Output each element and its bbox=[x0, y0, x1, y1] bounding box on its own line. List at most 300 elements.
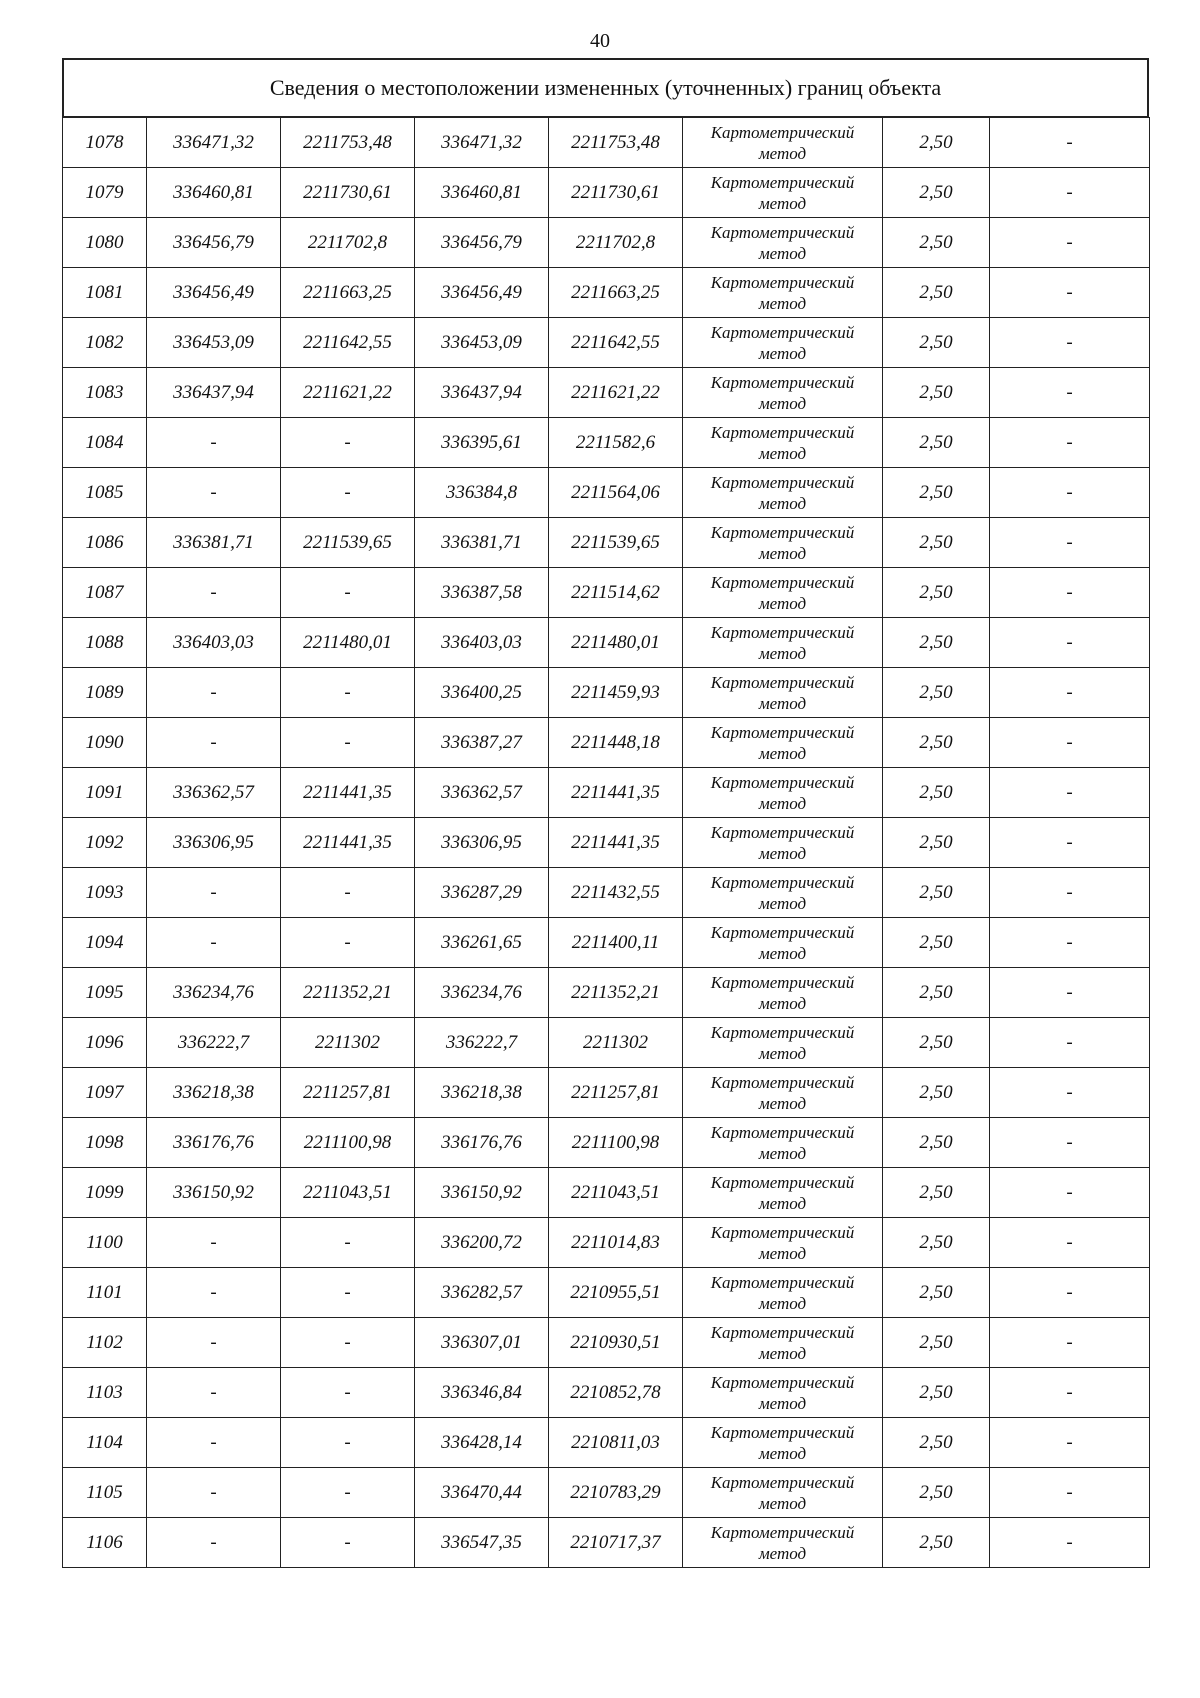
precision-cell: 2,50 bbox=[883, 468, 990, 518]
method-line1: Картометрический bbox=[710, 1472, 855, 1492]
description-cell: - bbox=[990, 868, 1150, 918]
method-line1: Картометрический bbox=[710, 822, 855, 842]
old-y-cell: - bbox=[281, 918, 415, 968]
method-cell bbox=[683, 118, 883, 168]
old-x-cell: - bbox=[147, 468, 281, 518]
method-line1: Картометрический bbox=[710, 1022, 855, 1042]
method-line2: метод bbox=[758, 993, 807, 1013]
point-number-cell: 1079 bbox=[63, 168, 147, 218]
old-x-cell: 336234,76 bbox=[147, 968, 281, 1018]
old-x-cell: - bbox=[147, 868, 281, 918]
description-cell: - bbox=[990, 1018, 1150, 1068]
method-line1: Картометрический bbox=[710, 922, 855, 942]
new-y-cell: 2211441,35 bbox=[549, 818, 683, 868]
old-y-cell: 2211621,22 bbox=[281, 368, 415, 418]
old-y-cell: 2211043,51 bbox=[281, 1168, 415, 1218]
old-y-cell: 2211302 bbox=[281, 1018, 415, 1068]
method-line1: Картометрический bbox=[710, 972, 855, 992]
old-y-cell: - bbox=[281, 418, 415, 468]
old-x-cell: - bbox=[147, 1368, 281, 1418]
method-cell bbox=[683, 218, 883, 268]
point-number-cell: 1085 bbox=[63, 468, 147, 518]
method-line2: метод bbox=[758, 393, 807, 413]
new-y-cell: 2210955,51 bbox=[549, 1268, 683, 1318]
method-cell bbox=[683, 1168, 883, 1218]
old-x-cell: - bbox=[147, 1418, 281, 1468]
method-line2: метод bbox=[758, 943, 807, 963]
point-number-cell: 1092 bbox=[63, 818, 147, 868]
new-x-cell: 336176,76 bbox=[415, 1118, 549, 1168]
new-y-cell: 2210930,51 bbox=[549, 1318, 683, 1368]
point-number-cell: 1080 bbox=[63, 218, 147, 268]
new-x-cell: 336362,57 bbox=[415, 768, 549, 818]
new-x-cell: 336460,81 bbox=[415, 168, 549, 218]
method-cell bbox=[683, 1518, 883, 1568]
old-x-cell: - bbox=[147, 1318, 281, 1368]
description-cell: - bbox=[990, 1318, 1150, 1368]
precision-cell: 2,50 bbox=[883, 318, 990, 368]
precision-cell: 2,50 bbox=[883, 1168, 990, 1218]
old-x-cell: - bbox=[147, 918, 281, 968]
method-line1: Картометрический bbox=[710, 672, 855, 692]
table-title: Сведения о местоположении измененных (уточненных) границ объекта bbox=[62, 58, 1149, 117]
table-row bbox=[63, 168, 1150, 218]
method-line2: метод bbox=[758, 193, 807, 213]
method-line2: метод bbox=[758, 1243, 807, 1263]
method-line2: метод bbox=[758, 593, 807, 613]
old-y-cell: 2211642,55 bbox=[281, 318, 415, 368]
method-cell bbox=[683, 968, 883, 1018]
method-line1: Картометрический bbox=[710, 722, 855, 742]
method-cell bbox=[683, 518, 883, 568]
method-line2: метод bbox=[758, 1193, 807, 1213]
method-line1: Картометрический bbox=[710, 1272, 855, 1292]
method-line1: Картометрический bbox=[710, 1222, 855, 1242]
point-number-cell: 1106 bbox=[63, 1518, 147, 1568]
old-x-cell: - bbox=[147, 418, 281, 468]
point-number-cell: 1091 bbox=[63, 768, 147, 818]
description-cell: - bbox=[990, 268, 1150, 318]
new-x-cell: 336547,35 bbox=[415, 1518, 549, 1568]
new-y-cell: 2211459,93 bbox=[549, 668, 683, 718]
old-x-cell: 336150,92 bbox=[147, 1168, 281, 1218]
precision-cell: 2,50 bbox=[883, 168, 990, 218]
method-line2: метод bbox=[758, 1493, 807, 1513]
old-x-cell: 336456,79 bbox=[147, 218, 281, 268]
table-row bbox=[63, 968, 1150, 1018]
new-y-cell: 2211352,21 bbox=[549, 968, 683, 1018]
precision-cell: 2,50 bbox=[883, 518, 990, 568]
table-row bbox=[63, 1018, 1150, 1068]
method-line1: Картометрический bbox=[710, 122, 855, 142]
new-x-cell: 336381,71 bbox=[415, 518, 549, 568]
description-cell: - bbox=[990, 1468, 1150, 1518]
method-cell bbox=[683, 1118, 883, 1168]
method-cell bbox=[683, 818, 883, 868]
method-line2: метод bbox=[758, 143, 807, 163]
precision-cell: 2,50 bbox=[883, 1518, 990, 1568]
precision-cell: 2,50 bbox=[883, 918, 990, 968]
table-row bbox=[63, 468, 1150, 518]
old-y-cell: - bbox=[281, 1368, 415, 1418]
precision-cell: 2,50 bbox=[883, 368, 990, 418]
table-row bbox=[63, 568, 1150, 618]
method-cell bbox=[683, 418, 883, 468]
description-cell: - bbox=[990, 1518, 1150, 1568]
new-x-cell: 336428,14 bbox=[415, 1418, 549, 1468]
table-row bbox=[63, 518, 1150, 568]
old-x-cell: 336453,09 bbox=[147, 318, 281, 368]
old-x-cell: 336381,71 bbox=[147, 518, 281, 568]
description-cell: - bbox=[990, 618, 1150, 668]
point-number-cell: 1094 bbox=[63, 918, 147, 968]
description-cell: - bbox=[990, 1218, 1150, 1268]
new-x-cell: 336346,84 bbox=[415, 1368, 549, 1418]
new-x-cell: 336395,61 bbox=[415, 418, 549, 468]
table-row bbox=[63, 218, 1150, 268]
new-x-cell: 336453,09 bbox=[415, 318, 549, 368]
point-number-cell: 1083 bbox=[63, 368, 147, 418]
new-x-cell: 336470,44 bbox=[415, 1468, 549, 1518]
old-y-cell: 2211730,61 bbox=[281, 168, 415, 218]
new-y-cell: 2211730,61 bbox=[549, 168, 683, 218]
description-cell: - bbox=[990, 668, 1150, 718]
old-x-cell: - bbox=[147, 1468, 281, 1518]
table-row bbox=[63, 1468, 1150, 1518]
new-y-cell: 2211753,48 bbox=[549, 118, 683, 168]
method-cell bbox=[683, 1218, 883, 1268]
new-x-cell: 336403,03 bbox=[415, 618, 549, 668]
new-x-cell: 336222,7 bbox=[415, 1018, 549, 1068]
description-cell: - bbox=[990, 1368, 1150, 1418]
new-x-cell: 336387,27 bbox=[415, 718, 549, 768]
new-y-cell: 2211100,98 bbox=[549, 1118, 683, 1168]
new-y-cell: 2211448,18 bbox=[549, 718, 683, 768]
new-y-cell: 2211642,55 bbox=[549, 318, 683, 368]
method-cell bbox=[683, 768, 883, 818]
point-number-cell: 1084 bbox=[63, 418, 147, 468]
new-y-cell: 2211480,01 bbox=[549, 618, 683, 668]
new-y-cell: 2211663,25 bbox=[549, 268, 683, 318]
method-cell bbox=[683, 918, 883, 968]
table-row bbox=[63, 1268, 1150, 1318]
method-line2: метод bbox=[758, 793, 807, 813]
new-y-cell: 2211582,6 bbox=[549, 418, 683, 468]
new-y-cell: 2211539,65 bbox=[549, 518, 683, 568]
table-row bbox=[63, 918, 1150, 968]
precision-cell: 2,50 bbox=[883, 1468, 990, 1518]
old-x-cell: 336176,76 bbox=[147, 1118, 281, 1168]
precision-cell: 2,50 bbox=[883, 1318, 990, 1368]
point-number-cell: 1099 bbox=[63, 1168, 147, 1218]
point-number-cell: 1078 bbox=[63, 118, 147, 168]
old-x-cell: - bbox=[147, 568, 281, 618]
new-x-cell: 336282,57 bbox=[415, 1268, 549, 1318]
new-x-cell: 336471,32 bbox=[415, 118, 549, 168]
old-y-cell: - bbox=[281, 568, 415, 618]
new-x-cell: 336287,29 bbox=[415, 868, 549, 918]
old-y-cell: - bbox=[281, 1518, 415, 1568]
old-y-cell: 2211441,35 bbox=[281, 818, 415, 868]
precision-cell: 2,50 bbox=[883, 668, 990, 718]
method-line1: Картометрический bbox=[710, 1522, 855, 1542]
method-line2: метод bbox=[758, 693, 807, 713]
precision-cell: 2,50 bbox=[883, 118, 990, 168]
method-line1: Картометрический bbox=[710, 522, 855, 542]
point-number-cell: 1104 bbox=[63, 1418, 147, 1468]
description-cell: - bbox=[990, 918, 1150, 968]
method-line1: Картометрический bbox=[710, 322, 855, 342]
description-cell: - bbox=[990, 968, 1150, 1018]
precision-cell: 2,50 bbox=[883, 1368, 990, 1418]
new-x-cell: 336150,92 bbox=[415, 1168, 549, 1218]
new-y-cell: 2211621,22 bbox=[549, 368, 683, 418]
point-number-cell: 1097 bbox=[63, 1068, 147, 1118]
method-cell bbox=[683, 318, 883, 368]
new-y-cell: 2211564,06 bbox=[549, 468, 683, 518]
method-line2: метод bbox=[758, 1143, 807, 1163]
table-row bbox=[63, 368, 1150, 418]
new-x-cell: 336384,8 bbox=[415, 468, 549, 518]
table-row bbox=[63, 1368, 1150, 1418]
new-y-cell: 2211400,11 bbox=[549, 918, 683, 968]
description-cell: - bbox=[990, 1118, 1150, 1168]
old-y-cell: 2211480,01 bbox=[281, 618, 415, 668]
method-line1: Картометрический bbox=[710, 1122, 855, 1142]
description-cell: - bbox=[990, 318, 1150, 368]
table-row bbox=[63, 1068, 1150, 1118]
method-cell bbox=[683, 618, 883, 668]
point-number-cell: 1088 bbox=[63, 618, 147, 668]
old-y-cell: 2211257,81 bbox=[281, 1068, 415, 1118]
table-row bbox=[63, 868, 1150, 918]
description-cell: - bbox=[990, 1268, 1150, 1318]
method-line1: Картометрический bbox=[710, 1372, 855, 1392]
new-y-cell: 2210783,29 bbox=[549, 1468, 683, 1518]
method-cell bbox=[683, 1268, 883, 1318]
method-line1: Картометрический bbox=[710, 372, 855, 392]
new-x-cell: 336261,65 bbox=[415, 918, 549, 968]
new-x-cell: 336456,79 bbox=[415, 218, 549, 268]
method-cell bbox=[683, 1018, 883, 1068]
point-number-cell: 1096 bbox=[63, 1018, 147, 1068]
old-x-cell: 336218,38 bbox=[147, 1068, 281, 1118]
point-number-cell: 1082 bbox=[63, 318, 147, 368]
method-line2: метод bbox=[758, 443, 807, 463]
new-y-cell: 2211302 bbox=[549, 1018, 683, 1068]
new-y-cell: 2211043,51 bbox=[549, 1168, 683, 1218]
precision-cell: 2,50 bbox=[883, 568, 990, 618]
new-x-cell: 336387,58 bbox=[415, 568, 549, 618]
method-cell bbox=[683, 718, 883, 768]
table-row bbox=[63, 668, 1150, 718]
table-row bbox=[63, 1168, 1150, 1218]
point-number-cell: 1090 bbox=[63, 718, 147, 768]
precision-cell: 2,50 bbox=[883, 1118, 990, 1168]
old-x-cell: - bbox=[147, 668, 281, 718]
table-row bbox=[63, 1118, 1150, 1168]
document-sheet bbox=[62, 58, 1149, 1568]
precision-cell: 2,50 bbox=[883, 268, 990, 318]
method-cell bbox=[683, 168, 883, 218]
new-y-cell: 2211514,62 bbox=[549, 568, 683, 618]
new-y-cell: 2210852,78 bbox=[549, 1368, 683, 1418]
table-row bbox=[63, 268, 1150, 318]
description-cell: - bbox=[990, 718, 1150, 768]
point-number-cell: 1103 bbox=[63, 1368, 147, 1418]
point-number-cell: 1105 bbox=[63, 1468, 147, 1518]
description-cell: - bbox=[990, 568, 1150, 618]
method-line2: метод bbox=[758, 643, 807, 663]
old-y-cell: - bbox=[281, 718, 415, 768]
method-line1: Картометрический bbox=[710, 872, 855, 892]
table-row bbox=[63, 1518, 1150, 1568]
table-body bbox=[63, 118, 1150, 1568]
description-cell: - bbox=[990, 168, 1150, 218]
old-x-cell: 336362,57 bbox=[147, 768, 281, 818]
old-x-cell: 336456,49 bbox=[147, 268, 281, 318]
method-cell bbox=[683, 568, 883, 618]
old-y-cell: 2211753,48 bbox=[281, 118, 415, 168]
old-y-cell: - bbox=[281, 1468, 415, 1518]
method-line1: Картометрический bbox=[710, 572, 855, 592]
precision-cell: 2,50 bbox=[883, 768, 990, 818]
table-row bbox=[63, 618, 1150, 668]
point-number-cell: 1087 bbox=[63, 568, 147, 618]
new-x-cell: 336307,01 bbox=[415, 1318, 549, 1368]
point-number-cell: 1102 bbox=[63, 1318, 147, 1368]
method-cell bbox=[683, 268, 883, 318]
method-line1: Картометрический bbox=[710, 272, 855, 292]
precision-cell: 2,50 bbox=[883, 718, 990, 768]
method-line2: метод bbox=[758, 543, 807, 563]
old-x-cell: - bbox=[147, 718, 281, 768]
description-cell: - bbox=[990, 368, 1150, 418]
precision-cell: 2,50 bbox=[883, 968, 990, 1018]
old-y-cell: 2211663,25 bbox=[281, 268, 415, 318]
page-number: 40 bbox=[590, 30, 610, 52]
old-x-cell: 336471,32 bbox=[147, 118, 281, 168]
coordinates-table bbox=[62, 117, 1150, 1568]
new-y-cell: 2210717,37 bbox=[549, 1518, 683, 1568]
method-line1: Картометрический bbox=[710, 1072, 855, 1092]
method-line1: Картометрический bbox=[710, 1172, 855, 1192]
method-line2: метод bbox=[758, 1343, 807, 1363]
table-row bbox=[63, 818, 1150, 868]
new-x-cell: 336400,25 bbox=[415, 668, 549, 718]
method-cell bbox=[683, 668, 883, 718]
new-x-cell: 336437,94 bbox=[415, 368, 549, 418]
precision-cell: 2,50 bbox=[883, 618, 990, 668]
new-x-cell: 336456,49 bbox=[415, 268, 549, 318]
method-line1: Картометрический bbox=[710, 422, 855, 442]
point-number-cell: 1089 bbox=[63, 668, 147, 718]
method-line2: метод bbox=[758, 493, 807, 513]
new-y-cell: 2211702,8 bbox=[549, 218, 683, 268]
method-line2: метод bbox=[758, 1543, 807, 1563]
method-line1: Картометрический bbox=[710, 622, 855, 642]
precision-cell: 2,50 bbox=[883, 418, 990, 468]
method-line1: Картометрический bbox=[710, 1422, 855, 1442]
description-cell: - bbox=[990, 818, 1150, 868]
old-y-cell: 2211702,8 bbox=[281, 218, 415, 268]
old-y-cell: - bbox=[281, 1268, 415, 1318]
method-line2: метод bbox=[758, 1393, 807, 1413]
old-y-cell: - bbox=[281, 668, 415, 718]
old-x-cell: 336306,95 bbox=[147, 818, 281, 868]
table-row bbox=[63, 1318, 1150, 1368]
old-x-cell: 336437,94 bbox=[147, 368, 281, 418]
old-y-cell: - bbox=[281, 868, 415, 918]
description-cell: - bbox=[990, 518, 1150, 568]
method-line2: метод bbox=[758, 293, 807, 313]
method-line1: Картометрический bbox=[710, 1322, 855, 1342]
point-number-cell: 1095 bbox=[63, 968, 147, 1018]
old-x-cell: - bbox=[147, 1218, 281, 1268]
method-line2: метод bbox=[758, 1093, 807, 1113]
precision-cell: 2,50 bbox=[883, 1068, 990, 1118]
method-line2: метод bbox=[758, 843, 807, 863]
method-line2: метод bbox=[758, 893, 807, 913]
table-row bbox=[63, 118, 1150, 168]
method-cell bbox=[683, 1468, 883, 1518]
method-cell bbox=[683, 368, 883, 418]
precision-cell: 2,50 bbox=[883, 1268, 990, 1318]
precision-cell: 2,50 bbox=[883, 868, 990, 918]
method-line2: метод bbox=[758, 743, 807, 763]
method-line2: метод bbox=[758, 1443, 807, 1463]
method-line1: Картометрический bbox=[710, 172, 855, 192]
method-line1: Картометрический bbox=[710, 222, 855, 242]
table-row bbox=[63, 418, 1150, 468]
method-line1: Картометрический bbox=[710, 772, 855, 792]
table-row bbox=[63, 718, 1150, 768]
description-cell: - bbox=[990, 1418, 1150, 1468]
table-row bbox=[63, 1218, 1150, 1268]
method-cell bbox=[683, 1368, 883, 1418]
point-number-cell: 1101 bbox=[63, 1268, 147, 1318]
precision-cell: 2,50 bbox=[883, 1418, 990, 1468]
point-number-cell: 1098 bbox=[63, 1118, 147, 1168]
old-y-cell: 2211100,98 bbox=[281, 1118, 415, 1168]
old-y-cell: 2211352,21 bbox=[281, 968, 415, 1018]
old-x-cell: - bbox=[147, 1268, 281, 1318]
point-number-cell: 1100 bbox=[63, 1218, 147, 1268]
description-cell: - bbox=[990, 1168, 1150, 1218]
old-x-cell: 336460,81 bbox=[147, 168, 281, 218]
old-y-cell: 2211441,35 bbox=[281, 768, 415, 818]
new-y-cell: 2210811,03 bbox=[549, 1418, 683, 1468]
method-line1: Картометрический bbox=[710, 472, 855, 492]
method-line2: метод bbox=[758, 1293, 807, 1313]
method-cell bbox=[683, 1418, 883, 1468]
new-x-cell: 336234,76 bbox=[415, 968, 549, 1018]
method-line2: метод bbox=[758, 343, 807, 363]
new-y-cell: 2211441,35 bbox=[549, 768, 683, 818]
precision-cell: 2,50 bbox=[883, 818, 990, 868]
precision-cell: 2,50 bbox=[883, 1218, 990, 1268]
method-cell bbox=[683, 468, 883, 518]
new-y-cell: 2211432,55 bbox=[549, 868, 683, 918]
old-x-cell: 336222,7 bbox=[147, 1018, 281, 1068]
method-cell bbox=[683, 1068, 883, 1118]
precision-cell: 2,50 bbox=[883, 218, 990, 268]
new-y-cell: 2211014,83 bbox=[549, 1218, 683, 1268]
table-row bbox=[63, 768, 1150, 818]
old-y-cell: - bbox=[281, 1318, 415, 1368]
method-line2: метод bbox=[758, 243, 807, 263]
precision-cell: 2,50 bbox=[883, 1018, 990, 1068]
